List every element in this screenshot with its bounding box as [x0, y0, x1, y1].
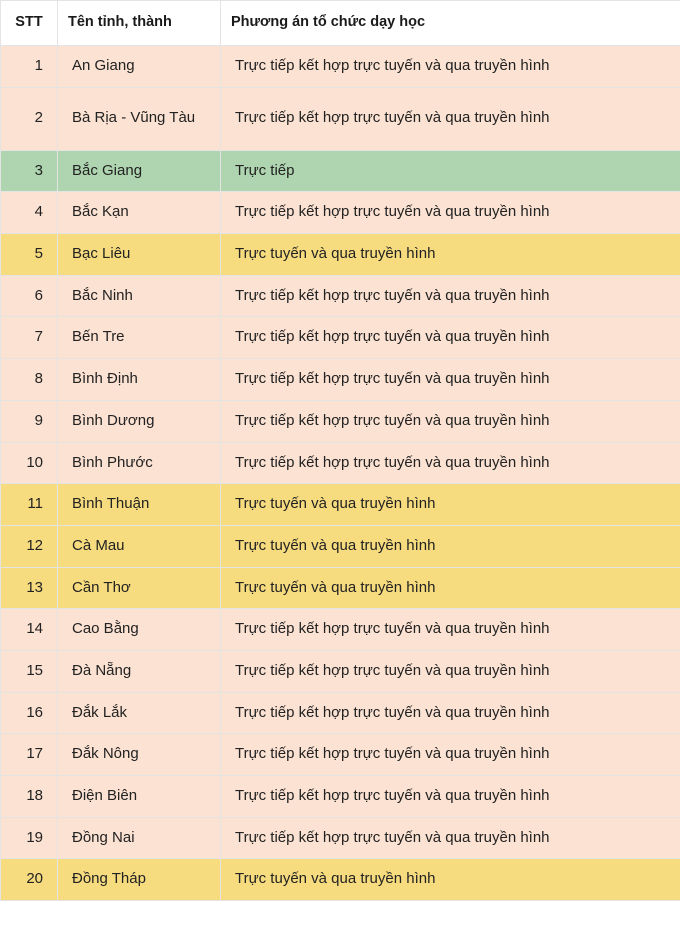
table-row [1, 150, 680, 192]
table-row [1, 442, 680, 484]
table-row [1, 525, 680, 567]
cell-teaching-plan: Trực tiếp kết hợp trực tuyến và qua truyền hình [221, 817, 680, 859]
cell-stt: 10 [1, 442, 58, 484]
table-row [1, 359, 680, 401]
table-row [1, 192, 680, 234]
cell-teaching-plan: Trực tiếp kết hợp trực tuyến và qua truyền hình [221, 776, 680, 818]
cell-stt: 12 [1, 525, 58, 567]
cell-teaching-plan: Trực tiếp kết hợp trực tuyến và qua truyền hình [221, 317, 680, 359]
cell-province-name: Bắc Kạn [58, 192, 221, 234]
cell-stt: 1 [1, 46, 58, 88]
cell-stt: 14 [1, 609, 58, 651]
cell-stt: 11 [1, 484, 58, 526]
table-row [1, 817, 680, 859]
table-row [1, 692, 680, 734]
table-row [1, 734, 680, 776]
column-header-province: Tên tỉnh, thành [58, 1, 221, 46]
cell-stt: 8 [1, 359, 58, 401]
cell-teaching-plan: Trực tiếp kết hợp trực tuyến và qua truyền hình [221, 87, 680, 150]
cell-province-name: Đắk Nông [58, 734, 221, 776]
cell-stt: 16 [1, 692, 58, 734]
cell-stt: 9 [1, 400, 58, 442]
cell-teaching-plan: Trực tiếp kết hợp trực tuyến và qua truyền hình [221, 650, 680, 692]
cell-teaching-plan: Trực tiếp [221, 150, 680, 192]
cell-teaching-plan: Trực tiếp kết hợp trực tuyến và qua truyền hình [221, 359, 680, 401]
cell-province-name: Đồng Tháp [58, 859, 221, 901]
cell-teaching-plan: Trực tiếp kết hợp trực tuyến và qua truyền hình [221, 692, 680, 734]
cell-stt: 19 [1, 817, 58, 859]
cell-stt: 18 [1, 776, 58, 818]
cell-stt: 13 [1, 567, 58, 609]
column-header-stt: STT [1, 1, 58, 46]
cell-teaching-plan: Trực tuyến và qua truyền hình [221, 525, 680, 567]
cell-province-name: Đắk Lắk [58, 692, 221, 734]
cell-province-name: Bình Thuận [58, 484, 221, 526]
table-row [1, 234, 680, 276]
table-row [1, 275, 680, 317]
cell-province-name: Bình Định [58, 359, 221, 401]
cell-teaching-plan: Trực tiếp kết hợp trực tuyến và qua truyền hình [221, 46, 680, 88]
table-row [1, 400, 680, 442]
table-row [1, 484, 680, 526]
table-row [1, 859, 680, 901]
cell-province-name: Bình Phước [58, 442, 221, 484]
table-row [1, 87, 680, 150]
cell-province-name: Cà Mau [58, 525, 221, 567]
cell-province-name: Cao Bằng [58, 609, 221, 651]
cell-province-name: Bắc Ninh [58, 275, 221, 317]
cell-province-name: Bắc Giang [58, 150, 221, 192]
table-row [1, 776, 680, 818]
cell-teaching-plan: Trực tiếp kết hợp trực tuyến và qua truyền hình [221, 442, 680, 484]
cell-stt: 2 [1, 87, 58, 150]
cell-teaching-plan: Trực tiếp kết hợp trực tuyến và qua truyền hình [221, 275, 680, 317]
cell-stt: 15 [1, 650, 58, 692]
cell-province-name: An Giang [58, 46, 221, 88]
cell-teaching-plan: Trực tuyến và qua truyền hình [221, 484, 680, 526]
table-row [1, 609, 680, 651]
cell-province-name: Điện Biên [58, 776, 221, 818]
table-header [1, 1, 680, 46]
cell-stt: 17 [1, 734, 58, 776]
table-row [1, 650, 680, 692]
cell-stt: 20 [1, 859, 58, 901]
table-row [1, 317, 680, 359]
cell-province-name: Bến Tre [58, 317, 221, 359]
table-row [1, 46, 680, 88]
cell-province-name: Bạc Liêu [58, 234, 221, 276]
table-header-row [1, 1, 680, 46]
cell-stt: 7 [1, 317, 58, 359]
cell-teaching-plan: Trực tiếp kết hợp trực tuyến và qua truyền hình [221, 609, 680, 651]
cell-stt: 4 [1, 192, 58, 234]
table-body [1, 46, 680, 901]
cell-teaching-plan: Trực tuyến và qua truyền hình [221, 234, 680, 276]
cell-stt: 3 [1, 150, 58, 192]
table-row [1, 567, 680, 609]
cell-teaching-plan: Trực tiếp kết hợp trực tuyến và qua truyền hình [221, 734, 680, 776]
cell-teaching-plan: Trực tiếp kết hợp trực tuyến và qua truyền hình [221, 192, 680, 234]
cell-stt: 6 [1, 275, 58, 317]
cell-province-name: Bà Rịa - Vũng Tàu [58, 87, 221, 150]
cell-province-name: Đà Nẵng [58, 650, 221, 692]
cell-province-name: Bình Dương [58, 400, 221, 442]
cell-teaching-plan: Trực tuyến và qua truyền hình [221, 567, 680, 609]
cell-teaching-plan: Trực tuyến và qua truyền hình [221, 859, 680, 901]
column-header-plan: Phương án tổ chức dạy học [221, 1, 680, 46]
cell-stt: 5 [1, 234, 58, 276]
cell-province-name: Đồng Nai [58, 817, 221, 859]
cell-teaching-plan: Trực tiếp kết hợp trực tuyến và qua truyền hình [221, 400, 680, 442]
cell-province-name: Cần Thơ [58, 567, 221, 609]
